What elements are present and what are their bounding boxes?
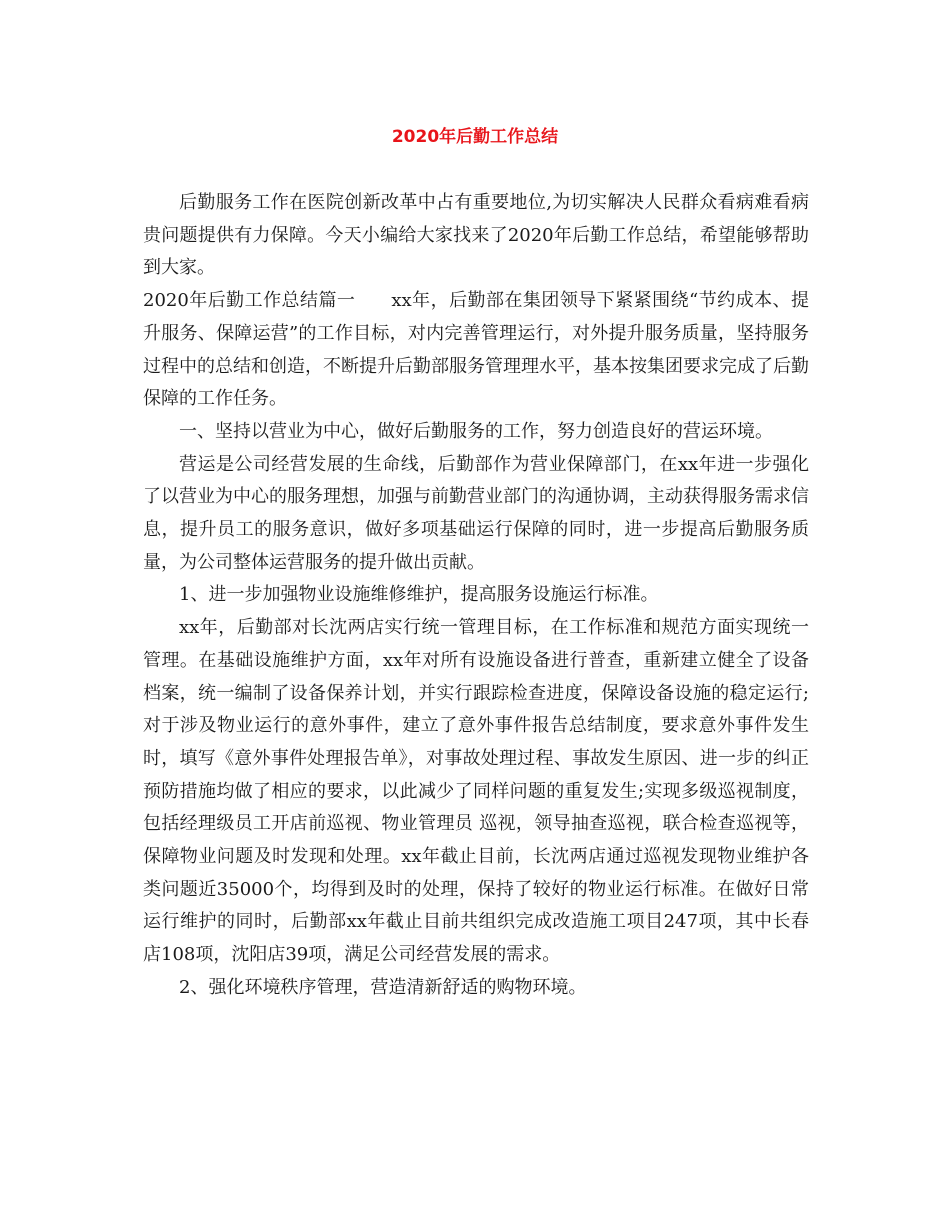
subheading-one: 1、进一步加强物业设施维修维护，提高服务设施运行标准。 bbox=[179, 584, 659, 606]
section-heading: 2020年后勤工作总结篇一 bbox=[143, 290, 356, 312]
operations-paragraph: 营运是公司经营发展的生命线，后勤部作为营业保障部门，在xx年进一步强化了以营业为中心的服务理想，加强与前勤营业部门的沟通协调，主动获得服务需求信息，提升员工的服务意识，做好多项基础运行保障的同时，进一步提高后勤服务质量，为公司整体运营服务的提升做出贡献。 bbox=[143, 453, 809, 573]
subheading-two: 2、强化环境秩序管理，营造清新舒适的购物环境。 bbox=[179, 976, 587, 998]
heading-one: 一、坚持以营业为中心，做好后勤服务的工作，努力创造良好的营运环境。 bbox=[179, 420, 773, 442]
intro-paragraph: 后勤服务工作在医院创新改革中占有重要地位,为切实解决人民群众看病难看病贵问题提供有力保障。今天小编给大家找来了2020年后勤工作总结，希望能够帮助到大家。 bbox=[143, 192, 809, 279]
maintenance-paragraph: xx年，后勤部对长沈两店实行统一管理目标，在工作标准和规范方面实现统一管理。在基础设施维护方面，xx年对所有设施设备进行普查，重新建立健全了设备档案，统一编制了设备保养计划，并实行跟踪检查进度，保障设备设施的稳定运行;对于涉及物业运行的意外事件，建立了意外事件报告总结制度，要求意外事件发生时，填写《意外事件处理报告单》，对事故处理过程、事故发生原因、进一步的纠正预防措施均做了相应的要求，以此减少了同样问题的重复发生;实现多级巡视制度，包括经理级员工开店前巡视、物业管理员 巡视，领导抽查巡视，联合检查巡视等，保障物业问题及时发现和处理。xx年截止目前，长沈两店通过巡视发现物业维护各类问题近35000个，均得到及时的处理，保持了较好的物业运行标准。在做好日常运行维护的同时，后勤部xx年截止目前共组织完成改造施工项目247项，其中长春店108项，沈阳店39项，满足公司经营发展的需求。 bbox=[143, 617, 809, 966]
section-body-text: xx年，后勤部在集团领导下紧紧围绕“节约成本、提升服务、保障运营”的工作目标，对内完善管理运行，对外提升服务质量，坚持服务过程中的总结和创造，不断提升后勤部服务管理理水平，基本按集团要求完成了后勤保障的工作任务。 bbox=[143, 290, 809, 410]
document-body bbox=[143, 187, 809, 1005]
section-paragraph bbox=[143, 285, 809, 416]
document-title: 2020年后勤工作总结 bbox=[391, 127, 559, 147]
